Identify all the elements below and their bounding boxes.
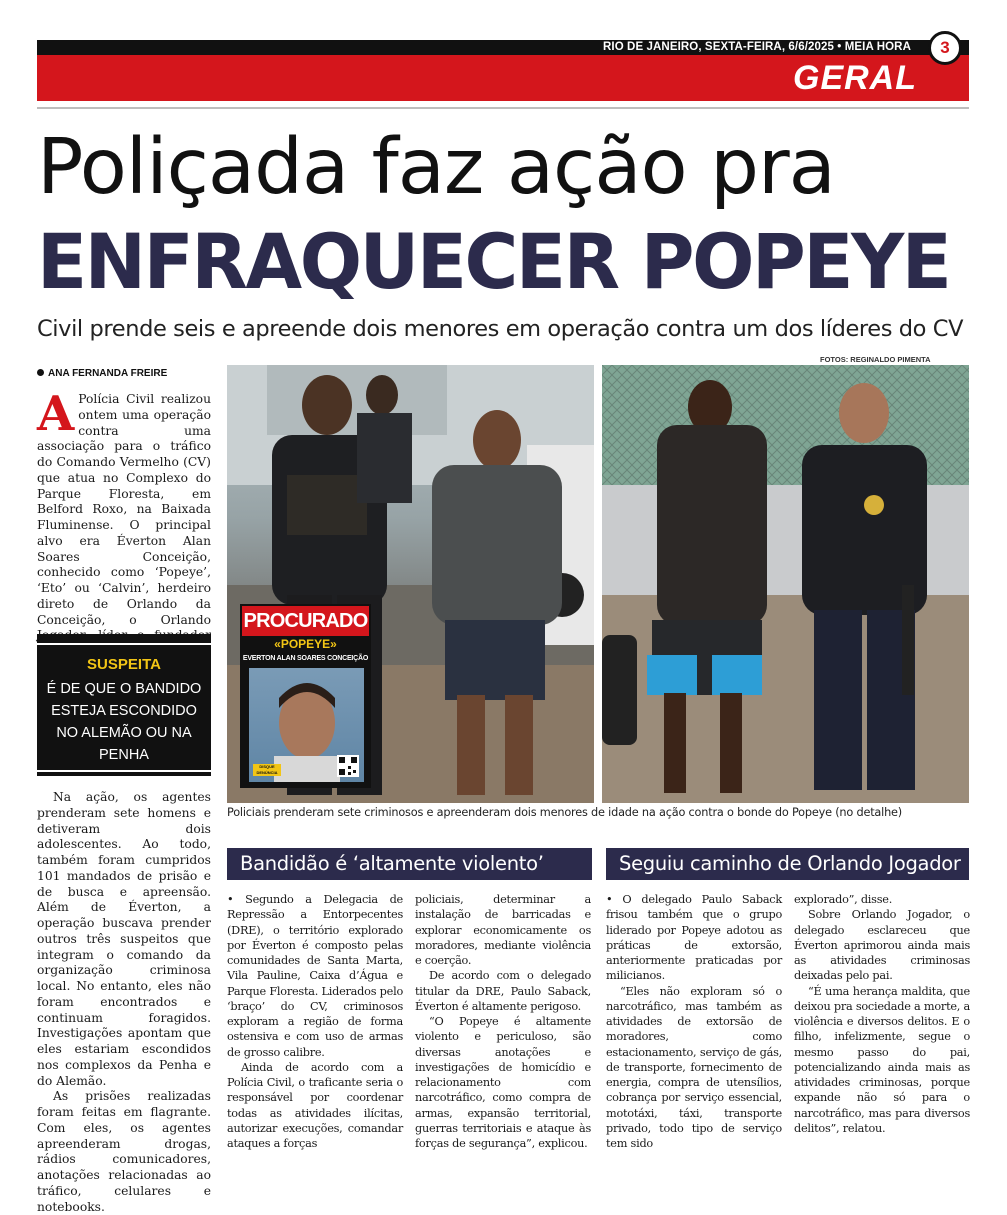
page-number: 3 bbox=[928, 31, 962, 65]
byline bbox=[37, 368, 167, 379]
divider bbox=[37, 107, 969, 109]
paragraph: • O delegado Paulo Saback frisou também que o grupo liderado por Popeye adotou as práticas de extorsão, anteriormente praticadas por milicianos. bbox=[606, 892, 782, 984]
subheadline: Civil prende seis e apreende dois menores em operação contra um dos líderes do CV bbox=[37, 316, 964, 342]
headline-line-2: ENFRAQUECER POPEYE bbox=[37, 217, 950, 306]
section2-column-2 bbox=[794, 892, 970, 1136]
left-body bbox=[37, 790, 211, 1215]
photo-caption: Policiais prenderam sete criminosos e apreenderam dois menores de idade na ação contra o bonde do Popeye (no detalhe) bbox=[227, 806, 903, 819]
section-heading-violent: Bandidão é ‘altamente violento’ bbox=[227, 848, 592, 880]
paragraph: “Eles não exploram só o narcotráfico, mas também as atividades de extorsão de moradores, como estacionamento, serviço de gás, de transporte, fornecimento de energia, compra de utensílios, cobrança por serviço essencial, mototáxi, táxi, transporte privado, todo tipo de serviço tem sido bbox=[606, 984, 782, 1150]
callout-text: É DE QUE O BANDIDO ESTEJA ESCONDIDO NO ALEMÃO OU NA PENHA bbox=[46, 681, 202, 763]
qr-code-icon bbox=[337, 755, 359, 777]
section-banner bbox=[37, 55, 969, 101]
dateline: RIO DE JANEIRO, SEXTA-FEIRA, 6/6/2025 • MEIA HORA bbox=[603, 41, 911, 53]
paragraph: “O Popeye é altamente violento e periculoso, são diversas anotações e investigações de homicídio e relacionamento com narcotráfico, como compra de armas, expansão territorial, guerras territoriais e ataque às forças de segurança”, explicou. bbox=[415, 1015, 591, 1150]
section2-column-1 bbox=[606, 892, 782, 1151]
paragraph: As prisões realizadas foram feitas em flagrante. Com eles, os agentes apreenderam drogas, rádios comunicadores, anotações relacionadas ao tráfico, celulares e notebooks. bbox=[37, 1089, 211, 1214]
photo-credit: FOTOS: REGINALDO PIMENTA bbox=[820, 355, 931, 364]
photo-arrest-right bbox=[602, 365, 969, 803]
paragraph: De acordo com o delegado titular da DRE, Paulo Saback, Éverton é altamente perigoso. bbox=[415, 969, 591, 1013]
paragraph: Na ação, os agentes prenderam sete homens e detiveram dois adolescentes. Ao todo, também foram cumpridos 101 mandados de prisão e de busca e apreensão. Além de Éverton, a operação buscava prender outros três suspeitos que integram o comando da organização criminosa local. No entanto, eles não foram encontrados e continuam foragidos. Investigações apontam que eles estariam escondidos nos complexos da Penha e do Alemão. bbox=[37, 790, 211, 1088]
section1-column-1 bbox=[227, 892, 403, 1151]
section-title: GERAL bbox=[793, 59, 917, 97]
hotline-tag: DISQUE DENÚNCIA bbox=[253, 764, 281, 776]
section1-column-2 bbox=[415, 892, 591, 1151]
callout-tag: SUSPEITA bbox=[87, 656, 161, 673]
poster-title: PROCURADO bbox=[242, 606, 369, 636]
callout-box bbox=[37, 634, 211, 776]
paragraph: policiais, determinar a instalação de barricadas e explorar economicamente os moradores, mediante violência e coerção. bbox=[415, 893, 591, 967]
paragraph: “É uma herança maldita, que deixou pra sociedade a morte, a violência e diversos delitos. E o filho, infelizmente, segue o mesmo passo do pai, potencializando ainda mais as atividades criminosas, porque expande não só para o narcotráfico, mas para diversos delitos”, relatou. bbox=[794, 984, 970, 1135]
bullet-icon bbox=[37, 369, 44, 376]
paragraph: Sobre Orlando Jogador, o delegado esclareceu que Éverton aprimorou ainda mais as atividades criminosas deixadas pelo pai. bbox=[794, 908, 970, 983]
drop-cap: A bbox=[37, 386, 75, 442]
photo-arrest-left bbox=[227, 365, 594, 803]
lead-text: Polícia Civil realizou ontem uma operação contra uma associação para o tráfico do Comando Vermelho (CV) que atua no Complexo do Parque Floresta, em Belford Roxo, na Baixada Fluminense. O principal alvo era Éverton Alan Soares Conceição, conhecido como ‘Popeye’, ‘Eto’ ou ‘Calvin’, herdeiro direto de Orlando da Conceição, o Orlando bbox=[37, 392, 211, 627]
suspect-portrait bbox=[249, 668, 364, 782]
paragraph: Ainda de acordo com a Polícia Civil, o traficante seria o responsável por coordenar todas as atividades ilícitas, autorizar execuções, comandar ataques a forças bbox=[227, 1060, 403, 1150]
paragraph: • Segundo a Delegacia de Repressão a Entorpecentes (DRE), o território explorado por Éverton é composto pelas comunidades de Santa Marta, Vila Pauline, Caixa d’Água e Parque Floresta. Liderados pelo ‘braço’ do CV, criminosos exploram a região de forma ostensiva e com uso de armas de grosso calibre. bbox=[227, 892, 403, 1060]
paragraph: explorado”, disse. bbox=[794, 893, 893, 906]
section-heading-orlando: Seguiu caminho de Orlando Jogador bbox=[606, 848, 969, 880]
author-name: ANA FERNANDA FREIRE bbox=[48, 368, 168, 379]
lead-paragraph bbox=[37, 386, 211, 660]
poster-name: EVERTON ALAN SOARES CONCEIÇÃO bbox=[242, 655, 369, 662]
headline-line-1: Poliçada faz ação pra bbox=[37, 123, 835, 212]
photo-illustration bbox=[602, 365, 969, 803]
poster-nickname: «POPEYE» bbox=[274, 637, 337, 651]
wanted-poster bbox=[240, 604, 371, 788]
top-bar bbox=[37, 40, 969, 55]
